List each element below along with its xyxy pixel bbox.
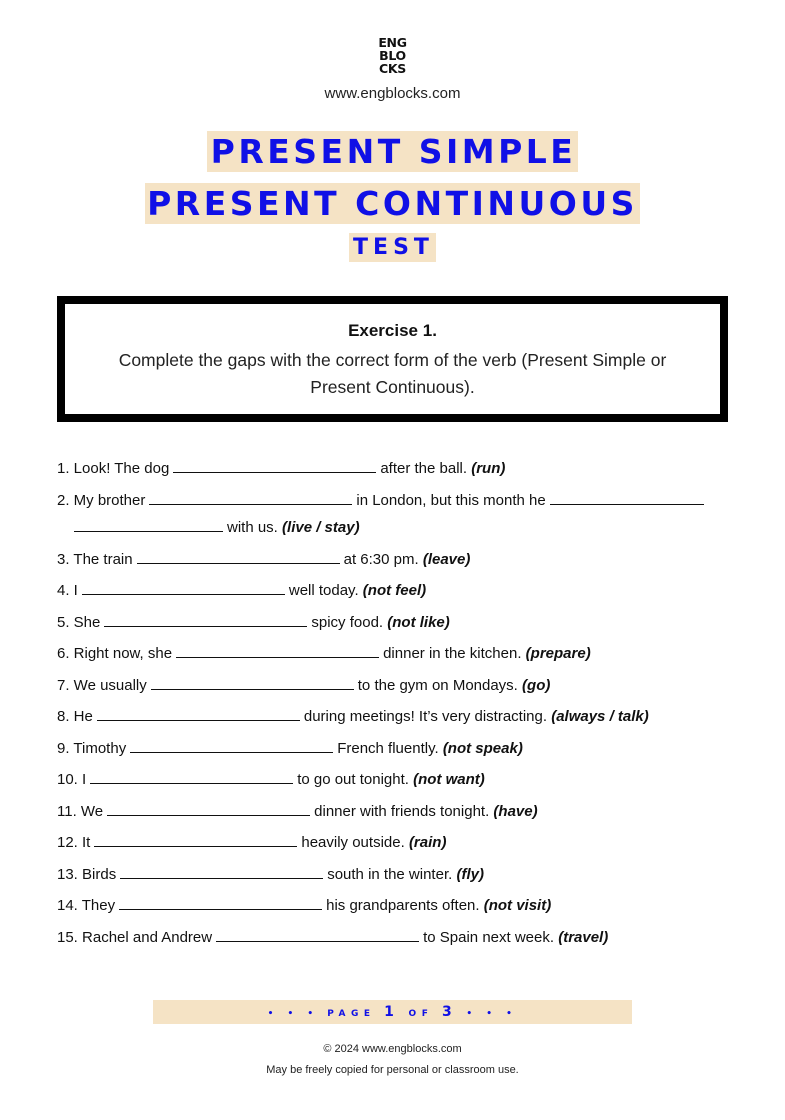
question-8 [57, 706, 737, 738]
verb-hint: (fly) [456, 865, 484, 883]
exercise-title: Exercise 1. [348, 321, 437, 340]
page-total: 3 [442, 1004, 458, 1020]
answer-blank[interactable] [130, 738, 333, 753]
copyright: © 2024 www.engblocks.com [323, 1043, 462, 1055]
question-12 [57, 832, 737, 864]
question-5 [57, 612, 737, 644]
answer-blank[interactable] [107, 801, 310, 816]
answer-blank[interactable] [173, 458, 376, 473]
logo-line: CKS [379, 61, 406, 76]
question-text: dinner with friends tonight. [314, 802, 490, 820]
logo-line: BLO [379, 48, 406, 63]
question-15 [57, 927, 737, 959]
page-current: 1 [384, 1004, 400, 1020]
answer-blank-continued[interactable] [74, 517, 223, 532]
question-4 [57, 580, 737, 612]
question-text: spicy food. [311, 613, 384, 631]
question-text: French fluently. [337, 739, 439, 757]
question-2 [57, 490, 737, 517]
question-13 [57, 864, 737, 896]
question-10 [57, 769, 737, 801]
title-present-simple: PRESENT SIMPLE [207, 131, 579, 172]
answer-blank[interactable] [216, 927, 419, 942]
answer-blank[interactable] [119, 895, 322, 910]
title-line-2 [0, 183, 785, 224]
verb-hint: (have) [493, 802, 538, 820]
question-text: 13. Birds [57, 865, 117, 883]
verb-hint: (go) [522, 676, 551, 694]
answer-blank[interactable] [104, 612, 307, 627]
dots-left: • • • [267, 1009, 319, 1019]
answer-blank[interactable] [94, 832, 297, 847]
title-present-continuous: PRESENT CONTINUOUS [147, 184, 638, 223]
answer-blank[interactable] [176, 643, 379, 658]
question-text: in London, but this month he [356, 491, 546, 509]
verb-hint: (prepare) [525, 645, 591, 662]
answer-blank[interactable] [550, 490, 704, 505]
question-text: 10. I [57, 771, 87, 788]
question-text: to the gym on Mondays. [357, 676, 518, 694]
answer-blank[interactable] [97, 706, 300, 721]
question-text: 11. We [57, 802, 104, 820]
verb-hint: (not want) [413, 771, 485, 788]
page-word: PAGE [327, 1009, 376, 1019]
question-text: 2. My brother [57, 491, 146, 509]
logo-line: ENG [378, 35, 407, 50]
dots-right: • • • [466, 1009, 518, 1019]
verb-hint: (run) [471, 460, 506, 477]
question-text: south in the winter. [327, 865, 453, 883]
exercise-instruction: Complete the gaps with the correct form of the verb (Present Simple or Present Continuous). [118, 350, 667, 397]
verb-hint: (rain) [408, 834, 447, 851]
verb-hint: (always / talk) [551, 708, 649, 725]
title-line-3 [0, 233, 785, 262]
question-text: with us. [227, 518, 278, 536]
license-note: May be freely copied for personal or classroom use. [266, 1064, 519, 1076]
question-text: 7. We usually [57, 676, 147, 694]
title-test: TEST [349, 233, 436, 262]
question-9 [57, 738, 737, 770]
question-text: at 6:30 pm. [343, 550, 419, 568]
verb-hint: (not feel) [362, 582, 427, 599]
question-7 [57, 675, 737, 707]
question-1 [57, 458, 737, 490]
question-text: after the ball. [380, 460, 468, 477]
verb-hint: (travel) [558, 928, 609, 946]
question-text: well today. [288, 582, 359, 599]
question-14 [57, 895, 737, 927]
of-word: OF [408, 1009, 434, 1019]
page-indicator [153, 1000, 632, 1024]
question-text: during meetings! It’s very distracting. [303, 708, 548, 725]
question-text: his grandparents often. [326, 897, 480, 914]
question-text: to Spain next week. [423, 928, 555, 946]
question-text: 3. The train [57, 550, 133, 568]
question-text: to go out tonight. [297, 771, 409, 788]
question-text: heavily outside. [301, 834, 405, 851]
exercise-box [57, 296, 728, 422]
question-list [57, 458, 737, 958]
answer-blank[interactable] [151, 675, 354, 690]
answer-blank[interactable] [137, 549, 340, 564]
question-text: 1. Look! The dog [57, 460, 170, 477]
title-line-1 [0, 131, 785, 172]
engblocks-logo [0, 37, 785, 76]
verb-hint: (not speak) [442, 739, 523, 757]
answer-blank[interactable] [149, 490, 352, 505]
question-text: 5. She [57, 613, 101, 631]
verb-hint: (live / stay) [282, 518, 360, 536]
verb-hint: (not visit) [483, 897, 552, 914]
verb-hint: (not like) [387, 613, 450, 631]
site-url: www.engblocks.com [324, 85, 461, 102]
question-text: 8. He [57, 708, 93, 725]
question-text: 15. Rachel and Andrew [57, 928, 213, 946]
question-text: 9. Timothy [57, 739, 127, 757]
question-text: 14. They [57, 897, 116, 914]
question-11 [57, 801, 737, 833]
question-2-continued [57, 517, 737, 549]
question-6 [57, 643, 737, 675]
answer-blank[interactable] [90, 769, 293, 784]
answer-blank[interactable] [120, 864, 323, 879]
question-text: 12. It [57, 834, 91, 851]
question-text: dinner in the kitchen. [383, 645, 522, 662]
question-3 [57, 549, 737, 581]
answer-blank[interactable] [82, 580, 285, 595]
question-text: 6. Right now, she [57, 645, 173, 662]
verb-hint: (leave) [422, 550, 471, 568]
question-text: 4. I [57, 582, 78, 599]
